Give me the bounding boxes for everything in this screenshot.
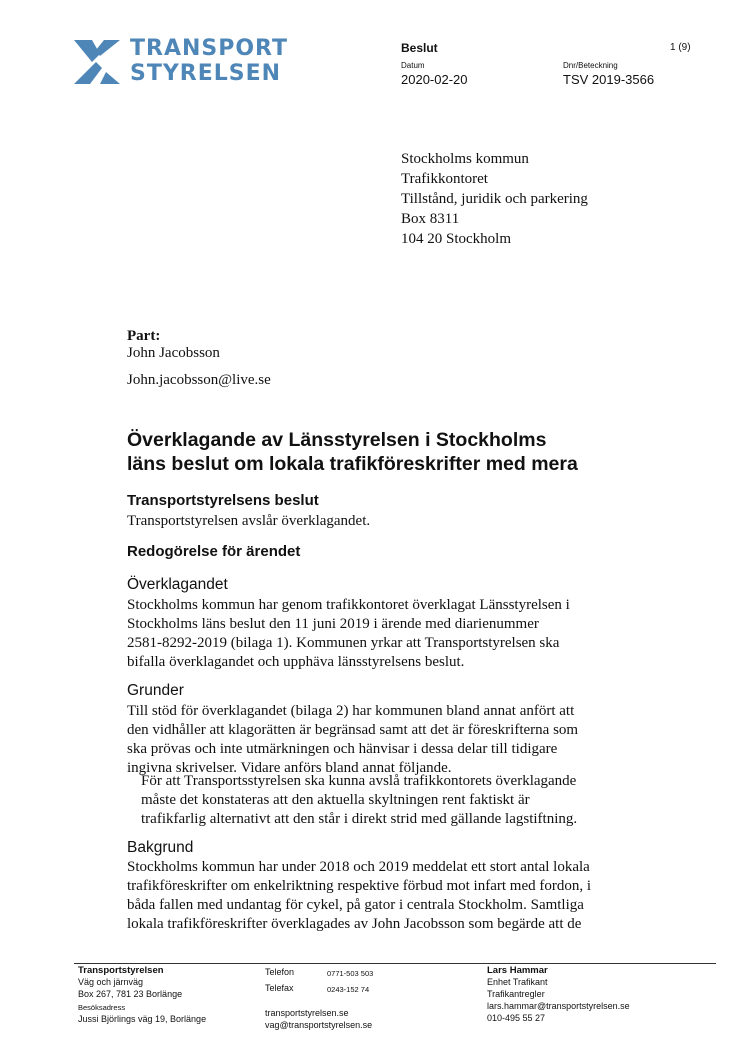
contact-phone: 010-495 55 27: [487, 1013, 546, 1023]
address-line: 104 20 Stockholm: [401, 231, 512, 247]
footer-department: Väg och järnväg: [78, 977, 144, 987]
paragraph-line: bifalla överklagandet och upphäva länsstyrelsens beslut.: [127, 654, 465, 670]
reference-value: TSV 2019-3566: [563, 72, 655, 87]
document-title-line-2: läns beslut om lokala trafikföreskrifter med mera: [127, 453, 578, 475]
date-value: 2020-02-20: [401, 72, 468, 87]
logo-mark-icon: [74, 40, 120, 84]
footer-phone: 0771-503 503: [327, 969, 374, 978]
footer-fax-label: Telefax: [265, 983, 294, 993]
background-paragraph: [127, 858, 591, 934]
quote-line: trafikfarlig alternativt att den står i direkt strid med gällande lagstiftning.: [141, 811, 578, 827]
footer-org: Transportstyrelsen: [78, 965, 164, 976]
footer-visit-address: Jussi Björlings väg 19, Borlänge: [78, 1014, 207, 1024]
footer-postal-address: Box 267, 781 23 Borlänge: [78, 989, 183, 999]
address-line: Tillstånd, juridik och parkering: [401, 191, 588, 207]
reference-label: Dnr/Beteckning: [563, 61, 618, 70]
address-line: Trafikkontoret: [401, 171, 488, 187]
appeal-heading: Överklagandet: [127, 576, 228, 593]
paragraph-line: den vidhåller att klagorätten är begränsad samt att det är föreskrifterna som: [127, 722, 579, 738]
background-heading: Bakgrund: [127, 839, 194, 856]
quote-line: måste det konstateras att den aktuella skyltningen rent faktiskt är: [141, 792, 530, 808]
grounds-heading: Grunder: [127, 682, 184, 699]
paragraph-line: ingivna skrivelser. Vidare anförs bland annat följande.: [127, 760, 452, 776]
document-title-line-1: Överklagande av Länsstyrelsen i Stockholms: [127, 429, 547, 451]
party-name: John Jacobsson: [127, 345, 220, 361]
contact-section: Trafikantregler: [487, 989, 545, 999]
recipient-address: [401, 149, 588, 249]
date-label: Datum: [401, 61, 425, 70]
paragraph-line: båda fallen med undantag för cykel, på gator i centrala Stockholm. Samtliga: [127, 897, 584, 913]
contact-unit: Enhet Trafikant: [487, 977, 548, 987]
party-label: Part:: [127, 328, 161, 344]
account-heading: Redogörelse för ärendet: [127, 543, 301, 560]
decision-text: Transportstyrelsen avslår överklagandet.: [127, 513, 371, 529]
page-number: 1 (9): [670, 42, 691, 53]
footer-divider: [74, 963, 716, 964]
footer-website: transportstyrelsen.se: [265, 1008, 349, 1018]
paragraph-line: Stockholms kommun har genom trafikkontoret överklagat Länsstyrelsen i: [127, 597, 570, 613]
logo-line-2: STYRELSEN: [130, 61, 282, 86]
paragraph-line: Stockholms kommun har under 2018 och 2019 meddelat ett stort antal lokala: [127, 859, 590, 875]
footer-visit-label: Besöksadress: [78, 1003, 126, 1012]
decision-heading: Transportstyrelsens beslut: [127, 492, 319, 509]
paragraph-line: Till stöd för överklagandet (bilaga 2) har kommunen bland annat anfört att: [127, 703, 575, 719]
footer-phone-label: Telefon: [265, 967, 295, 977]
footer-fax: 0243-152 74: [327, 985, 370, 994]
paragraph-line: 2581-8292-2019 (bilaga 1). Kommunen yrkar att Transportstyrelsen ska: [127, 635, 560, 651]
paragraph-line: lokala trafikföreskrifter överklagades av John Jacobsson som begärde att de: [127, 916, 582, 932]
paragraph-line: ska prövas och inte utmärkningen och hänvisar i dessa delar till tidigare: [127, 741, 558, 757]
contact-email: lars.hammar@transportstyrelsen.se: [487, 1001, 630, 1011]
appeal-paragraph: [127, 596, 570, 672]
address-line: Stockholms kommun: [401, 151, 529, 167]
grounds-quote: [141, 772, 577, 829]
logo-line-1: TRANSPORT: [130, 36, 289, 61]
address-line: Box 8311: [401, 211, 460, 227]
document-type: Beslut: [401, 41, 438, 55]
paragraph-line: trafikföreskrifter om enkelriktning respektive förbud mot infart med fordon, i: [127, 878, 592, 894]
footer-email: vag@transportstyrelsen.se: [265, 1020, 373, 1030]
quote-line: För att Transportsstyrelsen ska kunna avslå trafikkontorets överklagande: [141, 773, 577, 789]
contact-name: Lars Hammar: [487, 965, 548, 976]
grounds-paragraph: [127, 702, 578, 778]
transportstyrelsen-logo: [74, 36, 289, 87]
paragraph-line: Stockholms läns beslut den 11 juni 2019 i ärende med diarienummer: [127, 616, 539, 632]
party-email: John.jacobsson@live.se: [127, 372, 271, 388]
